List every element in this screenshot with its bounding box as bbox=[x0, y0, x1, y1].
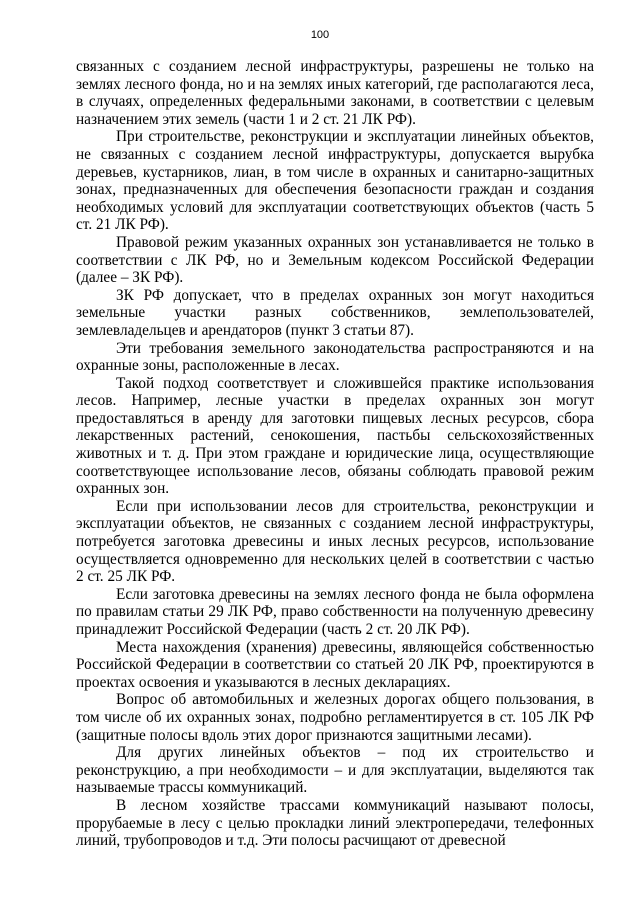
paragraph: Вопрос об автомобильных и железных дорогах общего пользования, в том числе об их охранных зонах, подробно регламентируется в ст. 105 ЛК РФ (защитные полосы вдоль этих дорог признаются защитными лесами). bbox=[76, 691, 594, 744]
paragraph: Правовой режим указанных охранных зон устанавливается не только в соответствии с ЛК РФ, но и Земельным кодексом Российской Федерации (далее – ЗК РФ). bbox=[76, 233, 594, 287]
paragraph-continued: связанных с созданием лесной инфраструктуры, разрешены не только на землях лесного фонда, но и на землях иных категорий, где располагаются леса, в случаях, определенных федеральными законами, в соответствии с целевым назначением этих земель (части 1 и 2 ст. 21 ЛК РФ). bbox=[76, 58, 594, 128]
paragraph: Для других линейных объектов – под их строительство и реконструкцию, а при необходимости – и для эксплуатации, выделяются так называемые трассы коммуникаций. bbox=[76, 744, 594, 797]
paragraph: Если при использовании лесов для строительства, реконструкции и эксплуатации объектов, не связанных с созданием лесной инфраструктуры, потребуется заготовка древесины и иных лесных ресурсов, использование осуществляется одновременно для нескольких целей в соответствии с частью 2 ст. 25 ЛК РФ. bbox=[76, 497, 594, 586]
document-body bbox=[76, 58, 594, 850]
paragraph: Если заготовка древесины на землях лесного фонда не была оформлена по правилам статьи 29 ЛК РФ, право собственности на полученную древесину принадлежит Российской Федерации (часть 2 ст. 20 ЛК РФ). bbox=[76, 585, 594, 638]
paragraph: Места нахождения (хранения) древесины, являющейся собственностью Российской Федерации в соответствии со статьей 20 ЛК РФ, проектируются в проектах освоения и указываются в лесных декларациях. bbox=[76, 638, 594, 691]
paragraph: Такой подход соответствует и сложившейся практике использования лесов. Например, лесные участки в пределах охранных зон могут предоставляться в аренду для заготовки пищевых лесных ресурсов, сбора лекарственных растений, сенокошения, пастьбы сельскохозяйственных животных и т. д. При этом граждане и юридические лица, осуществляющие соответствующее использование лесов, обязаны соблюдать правовой режим охранных зон. bbox=[76, 374, 594, 498]
paragraph: Эти требования земельного законодательства распространяются и на охранные зоны, расположенные в лесах. bbox=[76, 339, 594, 375]
page-number: 100 bbox=[310, 29, 330, 41]
paragraph: При строительстве, реконструкции и эксплуатации линейных объектов, не связанных с созданием лесной инфраструктуры, допускается вырубка деревьев, кустарников, лиан, в том числе в охранных и санитарно-защитных зонах, предназначенных для обеспечения безопасности граждан и создания необходимых условий для эксплуатации соответствующих объектов (часть 5 ст. 21 ЛК РФ). bbox=[76, 128, 594, 234]
paragraph: ЗК РФ допускает, что в пределах охранных зон могут находиться земельные участки разных собственников, землепользователей, землевладельцев и арендаторов (пункт 3 статьи 87). bbox=[76, 286, 594, 339]
paragraph: В лесном хозяйстве трассами коммуникаций называют полосы, прорубаемые в лесу с целью прокладки линий электропередачи, телефонных линий, трубопроводов и т.д. Эти полосы расчищают от древесной bbox=[76, 796, 594, 850]
